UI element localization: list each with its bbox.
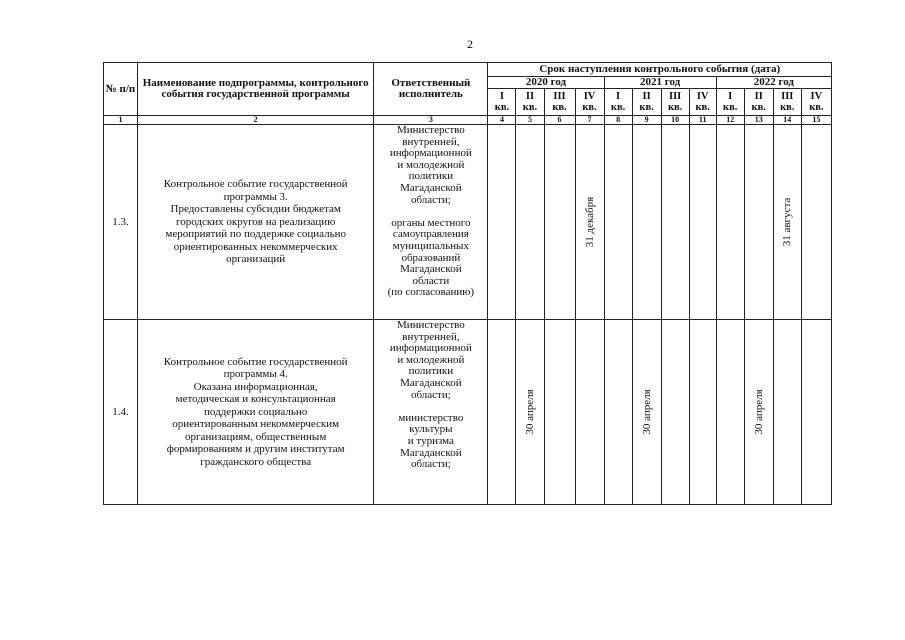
quarter-date-cell [773, 125, 801, 320]
quarter-date-cell [744, 125, 773, 320]
column-number: 10 [661, 116, 689, 125]
quarter-roman: I [616, 91, 621, 102]
deadline-date: 30 апреля [523, 389, 536, 435]
header-quarter [773, 89, 801, 116]
column-number: 4 [488, 116, 516, 125]
event-name-line: ориентированным некоммерческим [172, 418, 340, 431]
responsible-line [374, 401, 487, 413]
header-deadline: Срок наступления контрольного события (дата) [488, 63, 832, 77]
quarter-date-cell [575, 125, 604, 320]
column-number: 2 [138, 116, 374, 125]
responsible-line: Магаданской [400, 181, 462, 194]
responsible-executor [374, 320, 488, 505]
header-quarter [689, 89, 716, 116]
quarter-suffix: кв. [751, 102, 766, 113]
responsible-line: образований [401, 251, 461, 264]
responsible-line: органы местного [391, 216, 471, 229]
header-quarter [661, 89, 689, 116]
header-year-2020: 2020 год [488, 77, 604, 89]
responsible-line: Магаданской [400, 376, 462, 389]
responsible-line: области; [410, 388, 451, 401]
deadline-date: 30 апреля [752, 389, 765, 435]
responsible-line: самоуправления [392, 228, 469, 241]
quarter-roman: IV [810, 91, 823, 102]
quarter-suffix: кв. [552, 102, 567, 113]
header-quarter [801, 89, 831, 116]
responsible-line: внутренней, [402, 330, 460, 343]
table-row [104, 125, 832, 320]
table-row [104, 320, 832, 505]
responsible-line: политики [408, 170, 454, 183]
quarter-roman: II [525, 91, 535, 102]
quarter-roman: III [781, 91, 794, 102]
event-name-line: методическая и консультационная [175, 393, 336, 406]
quarter-date-cell [661, 320, 689, 505]
quarter-date-cell [744, 320, 773, 505]
quarter-date-cell [773, 320, 801, 505]
responsible-line: информационной [389, 147, 472, 160]
quarter-date-cell [516, 125, 544, 320]
responsible-line: Магаданской [400, 446, 462, 459]
page-number: 2 [467, 37, 473, 51]
quarter-date-cell [575, 320, 604, 505]
event-name-line: организаций [226, 253, 286, 266]
quarter-date-cell [689, 125, 716, 320]
quarter-suffix: кв. [667, 102, 683, 113]
header-responsible: Ответственный исполнитель [374, 63, 488, 116]
quarter-date-cell [544, 320, 575, 505]
responsible-line: Министерство [396, 124, 465, 136]
quarter-date-cell [801, 125, 831, 320]
column-number: 5 [516, 116, 544, 125]
responsible-line: области [412, 274, 450, 287]
deadline-date: 31 августа [781, 197, 794, 247]
column-number: 11 [689, 116, 716, 125]
responsible-line: (по согласованию) [387, 286, 475, 299]
responsible-line: внутренней, [402, 135, 460, 148]
quarter-date-cell [632, 125, 661, 320]
event-name-line: мероприятий по поддержке социально [165, 228, 346, 241]
quarter-date-cell [488, 125, 516, 320]
column-number: 12 [716, 116, 744, 125]
row-number: 1.3. [104, 125, 138, 320]
responsible-line: информационной [389, 342, 472, 355]
quarter-roman: IV [696, 91, 709, 102]
header-quarter [604, 89, 632, 116]
quarter-roman: II [754, 91, 763, 102]
event-name-line: поддержки социально [204, 405, 308, 418]
column-number: 14 [773, 116, 801, 125]
deadline-date: 30 апреля [640, 389, 653, 435]
event-name-line: Оказана информационная, [193, 380, 318, 393]
header-year-2022: 2022 год [716, 77, 831, 89]
column-number: 9 [632, 116, 661, 125]
quarter-date-cell [716, 125, 744, 320]
quarter-suffix: кв. [695, 102, 710, 113]
header-year-2021: 2021 год [604, 77, 716, 89]
quarter-date-cell [801, 320, 831, 505]
quarter-date-cell [716, 320, 744, 505]
quarter-suffix: кв. [494, 102, 510, 113]
quarter-suffix: кв. [522, 102, 538, 113]
responsible-line: и молодежной [397, 158, 465, 171]
event-name-line: программы 3. [223, 190, 288, 203]
deadline-date: 31 декабря [583, 196, 596, 248]
quarter-date-cell [516, 320, 544, 505]
column-number: 7 [575, 116, 604, 125]
quarter-date-cell [604, 320, 632, 505]
column-number: 15 [801, 116, 831, 125]
responsible-line [374, 206, 487, 218]
event-name-line: Контрольное событие государственной [163, 355, 348, 368]
quarter-date-cell [632, 320, 661, 505]
event-name-line: программы 4. [223, 368, 288, 381]
responsible-line: муниципальных [392, 239, 469, 252]
responsible-line: и молодежной [397, 353, 465, 366]
quarter-date-cell [661, 125, 689, 320]
header-quarter [744, 89, 773, 116]
header-quarter [632, 89, 661, 116]
header-name: Наименование подпрограммы, контрольного события государственной программы [138, 63, 374, 116]
responsible-executor [374, 125, 488, 320]
quarter-suffix: кв. [780, 102, 795, 113]
header-quarter [716, 89, 744, 116]
header-num: № п/п [104, 63, 138, 116]
quarter-suffix: кв. [639, 102, 654, 113]
quarter-roman: I [728, 91, 733, 102]
control-events-table [103, 62, 832, 505]
quarter-suffix: кв. [809, 102, 824, 113]
column-number: 13 [744, 116, 773, 125]
responsible-line: области; [410, 458, 451, 471]
header-quarter [544, 89, 575, 116]
quarter-roman: III [553, 91, 566, 102]
responsible-line: Магаданской [400, 263, 462, 276]
quarter-roman: I [499, 91, 504, 102]
quarter-roman: III [669, 91, 682, 102]
quarter-date-cell [544, 125, 575, 320]
event-name-line: гражданского общества [200, 455, 312, 468]
event-name-line: формированиям и другим институтам [166, 443, 345, 456]
quarter-date-cell [604, 125, 632, 320]
column-number: 1 [104, 116, 138, 125]
responsible-line: и туризма [407, 434, 454, 447]
quarter-suffix: кв. [610, 102, 626, 113]
column-number: 8 [604, 116, 632, 125]
header-quarter [575, 89, 604, 116]
event-name [138, 320, 374, 505]
responsible-line: министерство [398, 411, 464, 424]
header-quarter [488, 89, 516, 116]
responsible-line: области; [410, 193, 451, 206]
event-name-line: организациям, общественным [185, 430, 327, 443]
column-number: 6 [544, 116, 575, 125]
quarter-roman: IV [583, 91, 596, 102]
event-name-line: ориентированных некоммерческих [173, 240, 338, 253]
quarter-suffix: кв. [723, 102, 738, 113]
quarter-roman: II [642, 91, 651, 102]
responsible-line: политики [408, 365, 454, 378]
event-name-line: Контрольное событие государственной [163, 178, 348, 191]
event-name [138, 125, 374, 320]
event-name-line: Предоставлены субсидии бюджетам [170, 203, 341, 216]
quarter-suffix: кв. [582, 102, 597, 113]
quarter-date-cell [488, 320, 516, 505]
event-name-line: городских округов на реализацию [175, 215, 336, 228]
responsible-line: Министерство [396, 319, 465, 331]
quarter-date-cell [689, 320, 716, 505]
header-quarter [516, 89, 544, 116]
responsible-line: культуры [409, 423, 453, 436]
row-number: 1.4. [104, 320, 138, 505]
column-number: 3 [374, 116, 488, 125]
